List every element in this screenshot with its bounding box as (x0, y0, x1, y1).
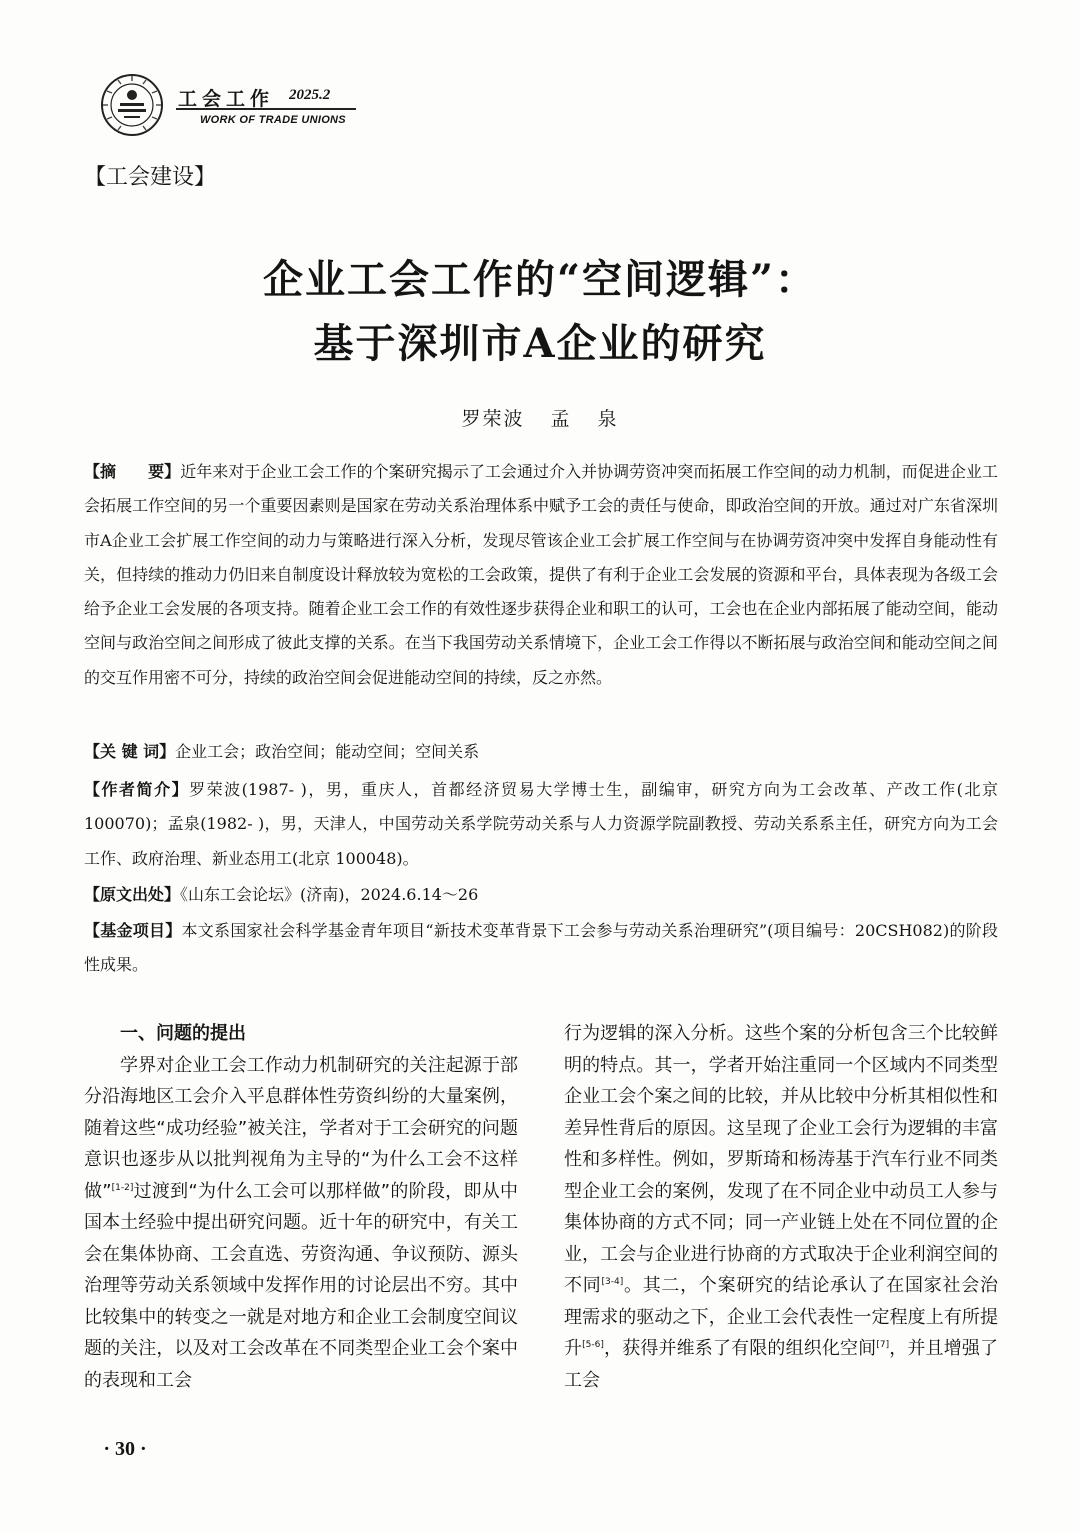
citation-ref: [5-6] (582, 1340, 604, 1350)
body-text: 行为逻辑的深入分析。这些个案的分析包含三个比较鲜明的特点。其一，学者开始注重同一个区域内不同类型企业工会个案之间的比较，并从比较中分析其相似性和差异性背后的原因。这呈现了企业工会行为逻辑的丰富性和多样性。例如，罗斯琦和杨涛基于汽车行业不同类型企业工会的案例，发现了在不同企业中动员工人参与集体协商的方式不同；同一产业链上处在不同位置的企业，工会与企业进行协商的方式取决于企业利润空间的不同 (564, 1023, 998, 1296)
abstract-label: 【摘 要】 (84, 462, 181, 481)
body-text: ，并且增强了工会 (564, 1338, 998, 1391)
journal-seal-logo (100, 73, 164, 137)
citation-ref: [3-4] (601, 1277, 624, 1287)
authors: 罗荣波 孟 泉 (461, 408, 619, 430)
body-text: 。其二，个案研究的结论承认了在国家社会治理需求的驱动之下，企业工会代表性一定程度上有所提升 (564, 1275, 998, 1359)
body-paragraph (564, 1018, 998, 1396)
body-text: ，获得并维系了有限的组织化空间 (603, 1338, 877, 1359)
body-paragraph (84, 1050, 518, 1397)
journal-name: 工会工作 (178, 88, 275, 110)
abstract (84, 455, 998, 731)
fund-project (84, 914, 998, 984)
body-text: 学界对企业工会工作动力机制研究的关注起源于部分沿海地区工会介入平息群体性劳资纠纷的大量案例，随着这些“成功经验”被关注，学者对于工会研究的问题意识也逐步从以批判视角为主导的“为什么工会不这样做” (84, 1054, 518, 1202)
header-divider (176, 108, 356, 110)
body-column-left (84, 1018, 518, 1426)
keywords (84, 735, 998, 769)
author-bio-label: 【作者简介】 (84, 780, 190, 799)
author-bio-text: 罗荣波(1987- )，男，重庆人，首都经济贸易大学博士生，副编审，研究方向为工会改革、产改工作(北京 100070)；孟泉(1982- )，男，天津人，中国劳动关系学院劳动关系与人力资源学院副教授、劳动关系系主任，研究方向为工会工作、政府治理、新业态用工(北京 100048)。 (84, 780, 998, 868)
section-heading: 一、问题的提出 (120, 1023, 246, 1044)
source-text: 《山东工会论坛》(济南)，2024.6.14～26 (180, 885, 479, 904)
journal-name-en: WORK OF TRADE UNIONS (200, 114, 346, 126)
column-tag: 【工会建设】 (84, 165, 217, 190)
keywords-text: 企业工会；政治空间；能动空间；空间关系 (175, 742, 480, 761)
article-title-line2: 基于深圳市A企业的研究 (313, 320, 767, 367)
body-column-right (564, 1018, 998, 1426)
fund-text: 本文系国家社会科学基金青年项目“新技术变革背景下工会参与劳动关系治理研究”(项目编号：20CSH082)的阶段性成果。 (84, 921, 998, 975)
citation-ref: [7] (876, 1340, 890, 1350)
page-number: · 30 · (103, 1438, 147, 1460)
source-label: 【原文出处】 (84, 885, 181, 904)
abstract-text: 近年来对于企业工会工作的个案研究揭示了工会通过介入并协调劳资冲突而拓展工作空间的动力机制，而促进企业工会拓展工作空间的另一个重要因素则是国家在劳动关系治理体系中赋予工会的责任与使命，即政治空间的开放。通过对广东省深圳市A企业工会扩展工作空间的动力与策略进行深入分析，发现尽管该企业工会扩展工作空间与在协调劳资冲突中发挥自身能动性有关，但持续的推动力仍旧来自制度设计释放较为宽松的工会政策，提供了有利于企业工会发展的资源和平台，具体表现为各级工会给予企业工会发展的各项支持。随着企业工会工作的有效性逐步获得企业和职工的认可，工会也在企业内部拓展了能动空间，能动空间与政治空间之间形成了彼此支撑的关系。在当下我国劳动关系情境下，企业工会工作得以不断拓展与政治空间和能动空间之间的交互作用密不可分，持续的政治空间会促进能动空间的持续，反之亦然。 (84, 462, 998, 687)
article-title-line1: 企业工会工作的“空间逻辑”： (262, 256, 817, 303)
keywords-label: 【关 键 词】 (84, 742, 176, 761)
body-text: 过渡到“为什么工会可以那样做”的阶段，即从中国本土经验中提出研究问题。近十年的研究中，有关工会在集体协商、工会直选、劳资沟通、争议预防、源头治理等劳动关系领域中发挥作用的讨论层出不穷。其中比较集中的转变之一就是对地方和企业工会制度空间议题的关注，以及对工会改革在不同类型企业工会个案中的表现和工会 (84, 1180, 518, 1391)
citation-ref: [1-2] (111, 1182, 134, 1193)
original-source (84, 878, 998, 912)
fund-label: 【基金项目】 (84, 921, 182, 940)
journal-issue: 2025.2 (289, 87, 331, 103)
author-bio (84, 773, 998, 877)
